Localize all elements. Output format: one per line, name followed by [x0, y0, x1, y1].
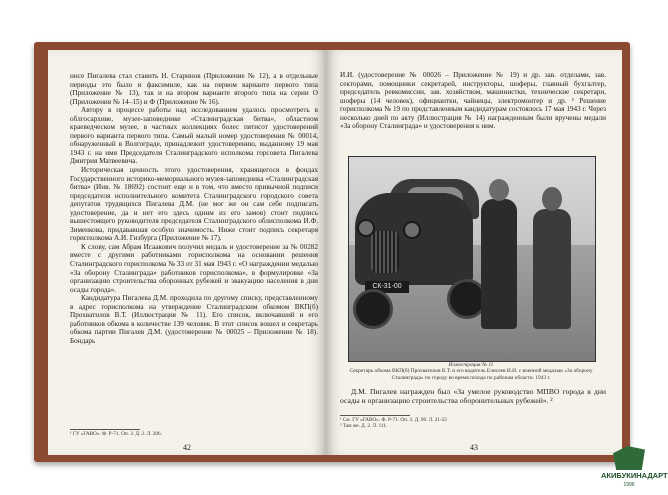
- left-page-text: [70, 72, 318, 346]
- paragraph: К слову, сам Абрам Исаакович получил медаль и удостоверение за № 00282 вместе с другими работниками горисполкома на основании решения Сталинградского горисполкома № 33 от 31 мая 1943 г. «О награждении медалью «За оборону Сталинграда» работников горисполкома», в формулировке «За организацию строительства оборонных рубежей и эвакуацию населения в дни осады города».: [70, 242, 318, 294]
- car-grille: [371, 231, 399, 273]
- person-head: [489, 179, 509, 201]
- footnote: ¹ ГУ «ГАВО». Ф. Р-71. Оп. 3. Д. 2. Л. 206.: [70, 431, 162, 437]
- car-headlamp: [403, 221, 421, 239]
- paragraph: Д.М. Пигалев награжден был «За умелое руководство МПВО города в дни осады и организацию строительства оборонительных рубежей». ²: [340, 387, 606, 405]
- watermark-subtext: 1996: [623, 482, 635, 488]
- right-page: [326, 50, 622, 455]
- page-number: 42: [183, 443, 191, 452]
- caption-title: Иллюстрация № 11: [448, 362, 494, 368]
- footnote-divider: [340, 415, 410, 416]
- footnote: ¹ См. ГУ «ГАВО». Ф. Р-71. Оп. 3. Д. 96. Л. 21-22: [340, 417, 447, 423]
- photo-caption: [348, 362, 594, 381]
- right-page-text-top: [340, 71, 606, 131]
- map-shape-icon: [613, 446, 645, 470]
- person-right: [533, 209, 571, 329]
- paragraph: И.И. (удостоверение № 00026 – Приложение № 19) и др. зав. отделами, зав. секторами, помощники секретарей, инструкторы, шоферы, главный бухгалтер, председатель ревкомиссии, зав. хозяйством, машинистки, технические секретари, шоферы (14 человек), официантки, чайницы, электромонтер и др. ¹ Решение горисполкома № 19 по представленным кандидатурам состоялось 17 мая 1943 г. Через несколько дней по акту (Иллюстрация № 14) награжденным были вручены медали «За оборону Сталинграда» и удостоверения к ним.: [340, 71, 606, 131]
- person-left: [481, 199, 517, 329]
- left-page: [48, 50, 326, 455]
- caption-text: Секретарь обкома ВКП(б) Прохватилов В.Т. и его водитель Елисеев И.И. с военной медалью «За оборону Сталинграда» по городу во время похода по районам области. 1943 г.: [349, 368, 593, 381]
- paragraph: Автору в процессе работы над исследованием удалось просмотреть в облгосархиве, музее-заповеднике «Сталинградская битва», областном краеведческом музее, в частных коллекциях болес пятисот удостоверений первого варианта первого типа. Самый малый номер удостоверения № 00014, обнаруженный в Волгограде, принадлежит удостоверению, выданному 19 мая 1943 г. на имя Председателя Сталинградского исполкома горсовета Пигалева Дмитрия Матвеевича.: [70, 106, 318, 166]
- paragraph: нисе Пигалева стал ставить Н. Старинов (Приложение № 12), а в отдельные периоды это было и факсимиле, как на первом варианте первого типа (Приложение № 13), так и на втором варианте второго типа на серии О (Приложения № 14–15) и Ф (Приложение № 16).: [70, 72, 318, 106]
- archival-photo: [348, 156, 596, 362]
- footnote-divider: [70, 429, 140, 430]
- watermark-text: АКИБУКИНАДАРТ: [601, 471, 668, 480]
- paragraph: Кандидатура Пигалева Д.М. проходила по другому списку, представленному в адрес горисполкома на утверждение Сталинградским обкомом ВКП(б) Прохватилов В.Т. (Иллюстрация № 11). Его список, включавший и его работников обкома в количестве 139 человек. В этот список вошел и секретарь обкома партии Пигалев Д.М. (удостоверение № 00025 – Приложение № 18). Бондарь: [70, 294, 318, 345]
- car-headlamp: [357, 219, 375, 237]
- paragraph: Историческая ценность этого удостоверения, хранящегося в фондах Государственного историко-мемориального музея-заповедника «Сталинградская битва» (Инв. № 18692) состоит еще и в том, что вместо привычной подписи председателя исполнительного комитета Сталинградского городского совета депутатов трудящихся Пигалева Д.М. (не мог же он сам себе подписать удостоверение, да и нет его здесь одним из его замов) стоит подпись вышестоящего руководителя председателя Сталинградского облисполкома И.Ф. Зименкова, придававшая особую значимость. Ниже стоит подпись секретаря горисполкома А.И. Гизбурга (Приложение № 17).: [70, 166, 318, 243]
- footnotes: [340, 417, 447, 429]
- license-plate: СК-31-00: [365, 281, 409, 293]
- car-wheel: [353, 289, 393, 329]
- watermark-logo: [601, 446, 668, 492]
- person-head: [542, 187, 562, 211]
- page-number: 43: [470, 443, 478, 452]
- footnote: ² Там же. Д. 2. Л. 111.: [340, 423, 388, 429]
- right-page-text-bottom: [340, 388, 606, 406]
